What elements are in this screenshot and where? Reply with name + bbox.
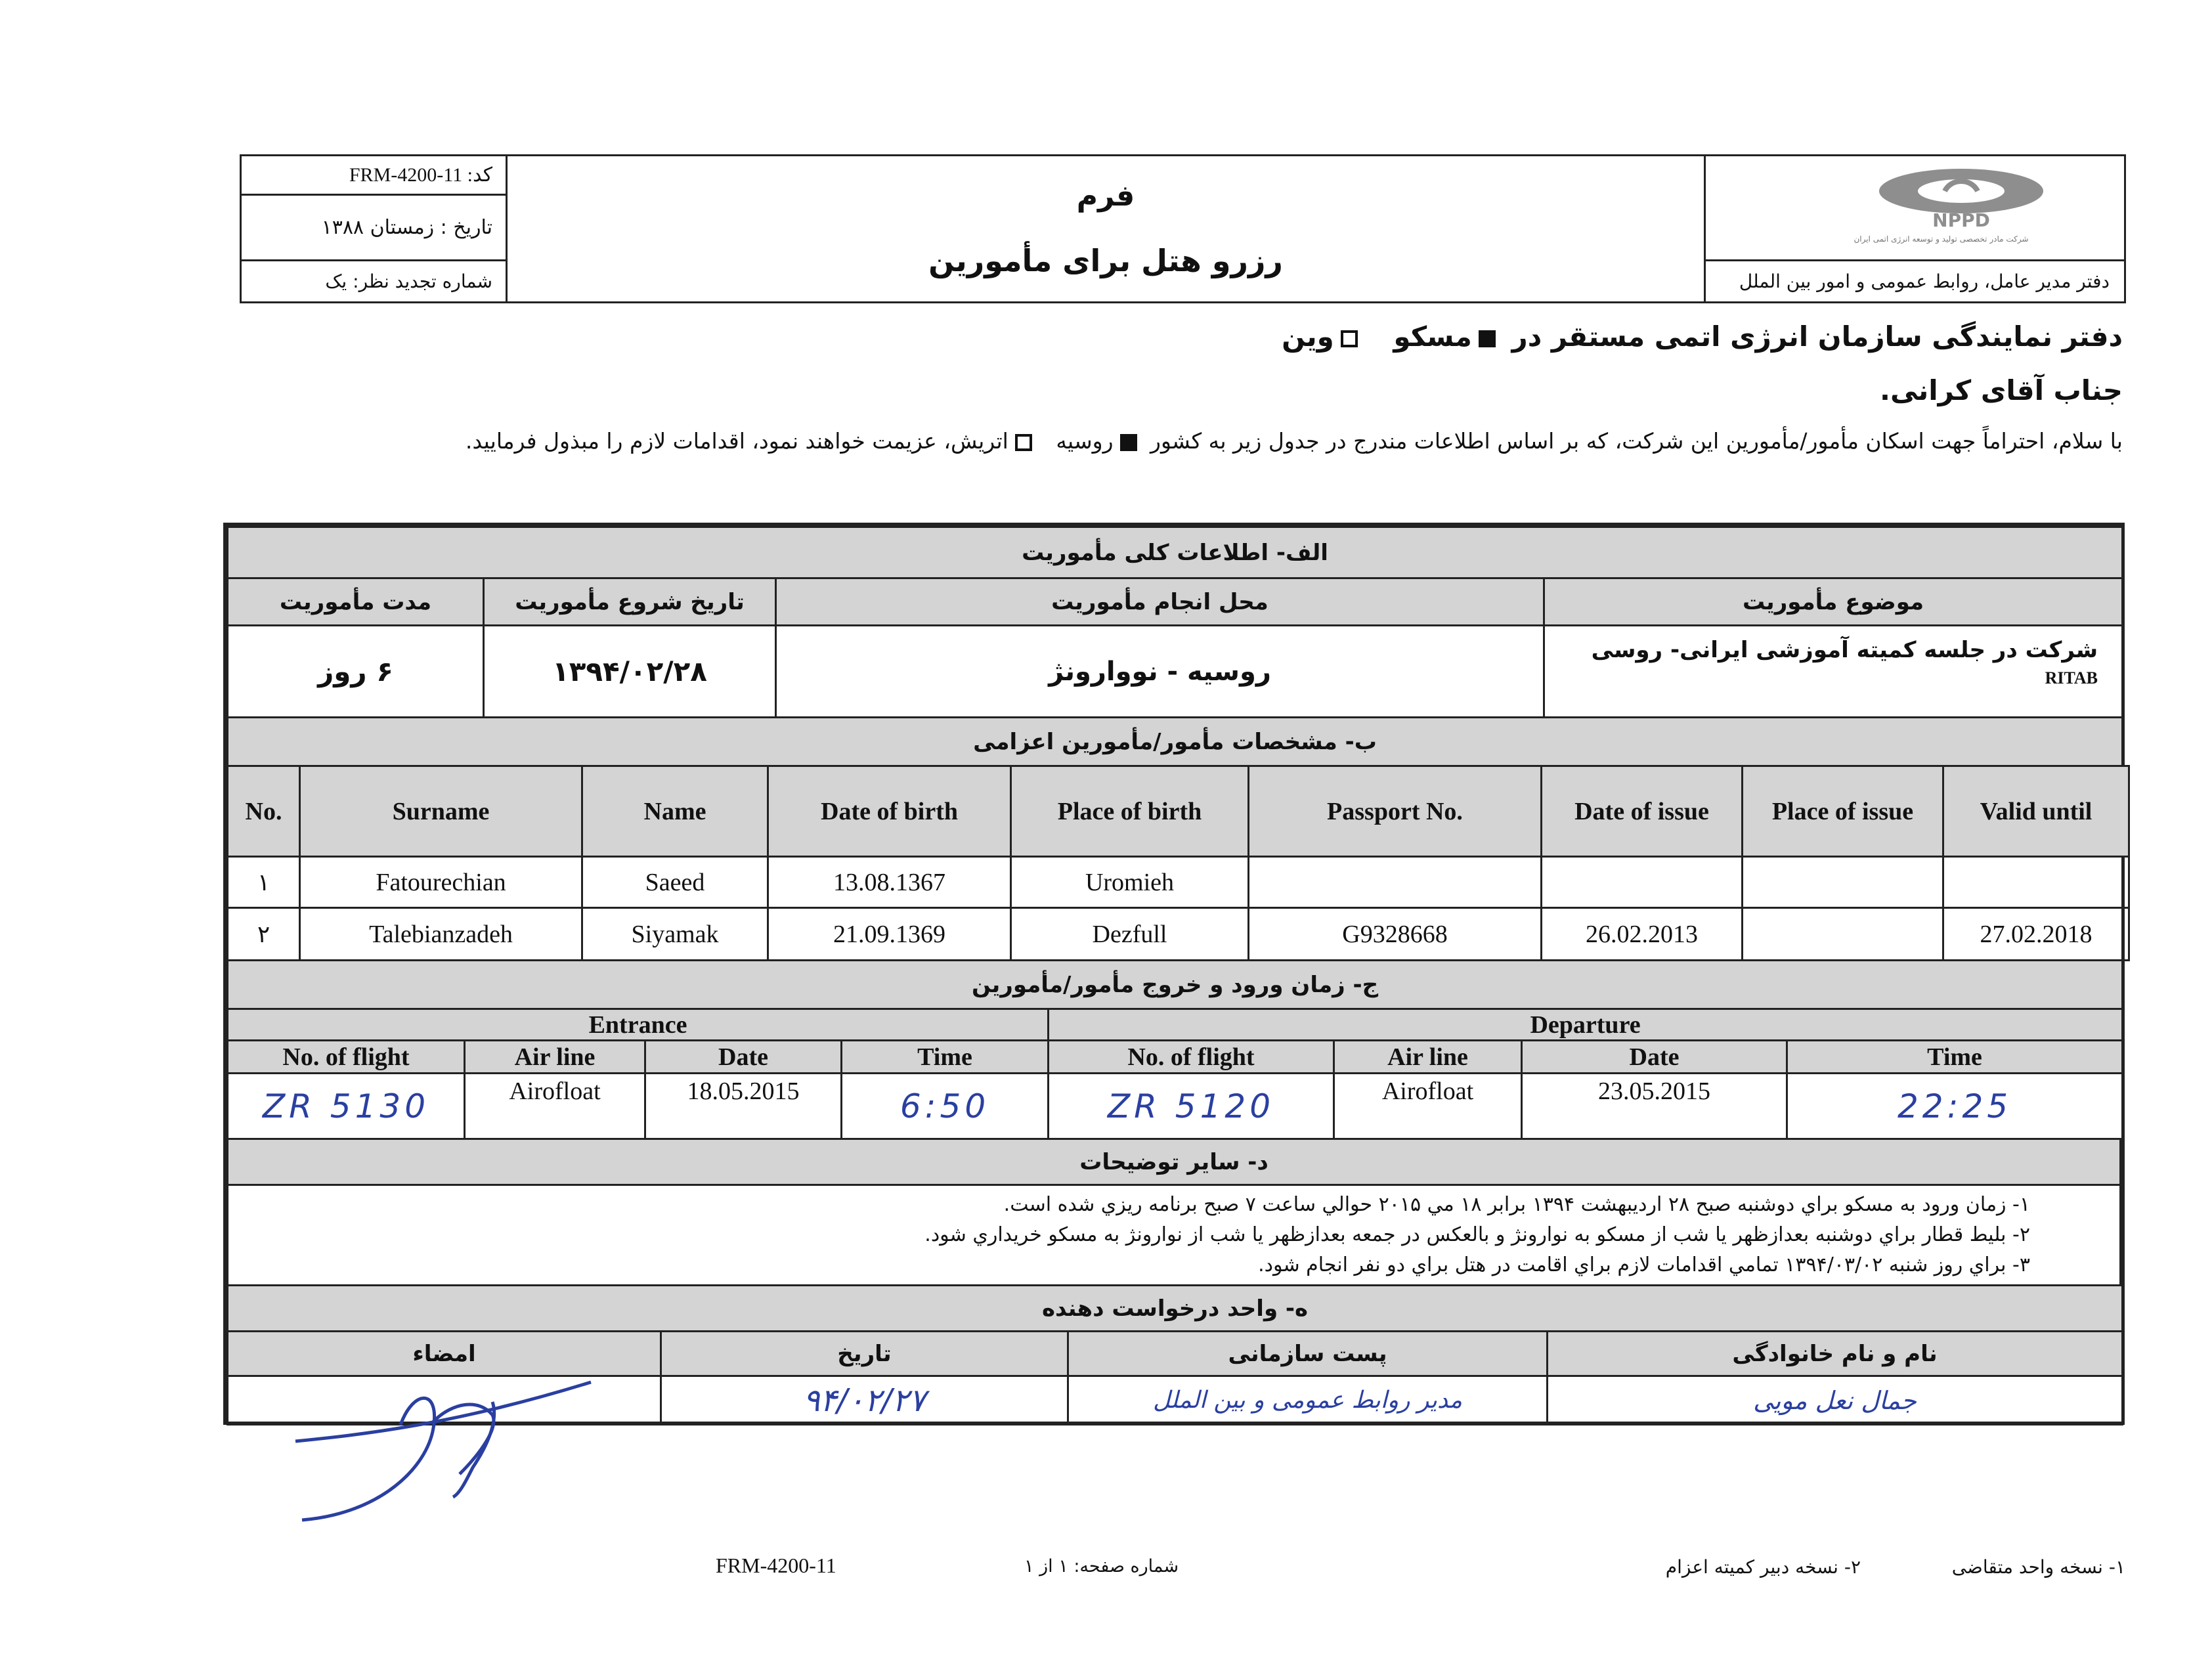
row-2-passport-no: G9328668 [1249,908,1542,961]
note-item-2: ٢- بليط قطار براي دوشنبه بعدازظهر يا شب از مسكو به نوارونژ و بالعكس در جمعه بعدازظهر يا شب از نوارونژ به مسكو خريداري شود. [924,1223,2030,1246]
footer-copy-2: ٢- نسخه دبیر کمیته اعزام [1665,1556,1861,1578]
requester-position: مدیر روابط عمومی و بین الملل [1068,1376,1548,1425]
entrance-date: 18.05.2015 [645,1074,842,1139]
nppd-logo [1731,162,2099,254]
form-code: کد: FRM-4200-11 [241,156,507,195]
row-2-place-of-issue [1743,908,1943,961]
footer-form-code: FRM-4200-11 [716,1554,836,1577]
col-place-of-birth: Place of birth [1011,766,1249,857]
section-a [227,526,2123,767]
departure-header: Departure [1049,1009,2123,1041]
russia-label: روسیه [1056,428,1114,454]
vienna-checkbox[interactable] [1341,330,1358,347]
mission-subject-text: شرکت در جلسه کمیته آموزشی ایرانی- روسی [1591,637,2098,663]
footer-page-number: شماره صفحه: ١ از ١ [1024,1556,1179,1577]
form-title: رزرو هتل برای مأمورین [928,243,1283,278]
row-1-name: Saeed [582,857,768,908]
row-2-date-of-birth: 21.09.1369 [768,908,1011,961]
note-item-3: ٣- براي روز شنبه ١٣٩۴/٠٣/٠٢ تمامي اقدامات لازم براي اقامت در هتل براي دو نفر انجام شود. [1258,1253,2030,1276]
form-revision: شماره تجدید نظر: یک [241,261,507,303]
intro-body-part2: ، عزیمت خواهند نمود، اقدامات لازم را مبذول فرمایید. [465,428,951,454]
col-signature: امضاء [228,1332,661,1376]
addressee: جناب آقای کرانی. [1880,374,2123,406]
row-2-no: ٢ [228,908,300,961]
persons-header-row [228,766,2129,857]
departure-airline: Airofloat [1334,1074,1522,1139]
request-date: ۹۴/۰۲/۲۷ [661,1376,1068,1425]
row-1-passport-no [1249,857,1542,908]
table-row [228,857,2129,908]
main-form [223,523,2125,1425]
row-1-valid-until [1943,857,2129,908]
form-word: فرم [1076,179,1135,213]
mission-location: روسیه - نووارونژ [776,626,1544,718]
section-d-title: د- سایر توضیحات [228,1139,2121,1185]
note-item-1: ١- زمان ورود به مسكو براي دوشنبه صبح ٢٨ ارديبهشت ١٣٩۴ برابر ١٨ مي ٢٠١۵ حوالي ساعت ٧ صبح برنامه ريزي شده است. [1003,1193,2030,1216]
col-date-of-birth: Date of birth [768,766,1011,857]
col-start-date: تاریخ شروع مأموریت [484,578,776,626]
row-2-place-of-birth: Dezfull [1011,908,1249,961]
austria-label: اتریش [951,428,1008,454]
signature-scribble [282,1362,597,1527]
mission-subject [1544,626,2123,718]
header-box [240,154,2126,303]
departure-time: 22:25 [1787,1074,2123,1139]
department: دفتر مدیر عامل، روابط عمومی و امور بین الملل [1705,261,2125,303]
logo-subtitle: شرکت مادر تخصصی تولید و توسعه انرژی اتمی ایران [1854,234,2029,244]
section-c [227,959,2123,1140]
austria-checkbox[interactable] [1015,434,1032,451]
col-duration: مدت مأموریت [228,578,484,626]
logo-text: NPPD [1932,209,1990,228]
row-2-surname: Talebianzadeh [300,908,582,961]
office-line [1282,320,2123,353]
col-passport-no: Passport No. [1249,766,1542,857]
col-departure-flight: No. of flight [1049,1041,1334,1074]
entrance-flight-no: ZR 5130 [228,1074,465,1139]
section-b-title: ب- مشخصات مأمور/مأمورین اعزامی [228,718,2123,766]
col-location: محل انجام مأموریت [776,578,1544,626]
intro-body-part1: با سلام، احتراماً جهت اسکان مأمور/مأمورین این شرکت، که بر اساس اطلاعات مندرج در جدول زیر به کشور [1150,428,2123,454]
table-row [228,908,2129,961]
col-departure-time: Time [1787,1041,2123,1074]
section-c-title: ج- زمان ورود و خروج مأمور/مأمورین [228,961,2123,1009]
notes-cell [228,1185,2121,1286]
row-2-name: Siyamak [582,908,768,961]
row-2-valid-until: 27.02.2018 [1943,908,2129,961]
vienna-label: وین [1282,320,1334,353]
col-entrance-flight: No. of flight [228,1041,465,1074]
flights-row [228,1074,2123,1139]
moscow-checkbox[interactable] [1479,330,1496,347]
section-e-title: ه- واحد درخواست دهنده [228,1286,2123,1332]
section-d [227,1138,2121,1286]
mission-subject-tag: RITAB [2045,668,2098,687]
col-entrance-airline: Air line [465,1041,645,1074]
col-place-of-issue: Place of issue [1743,766,1943,857]
col-entrance-date: Date [645,1041,842,1074]
entrance-airline: Airofloat [465,1074,645,1139]
departure-flight-no: ZR 5120 [1049,1074,1334,1139]
col-no: No. [228,766,300,857]
mission-start-date: ۱۳۹۴/۰۲/۲۸ [484,626,776,718]
col-entrance-time: Time [842,1041,1049,1074]
footer-copy-1: ١- نسخه واحد متقاضی [1951,1556,2125,1578]
mission-duration: ۶ روز [228,626,484,718]
col-subject: موضوع مأموریت [1544,578,2123,626]
row-1-no: ١ [228,857,300,908]
office-line-prefix: دفتر نمایندگی سازمان انرژی اتمی مستقر در [1511,320,2123,353]
col-date: تاریخ [661,1332,1068,1376]
row-1-surname: Fatourechian [300,857,582,908]
requester-name: جمال نعل مویی [1548,1376,2123,1425]
col-departure-airline: Air line [1334,1041,1522,1074]
moscow-label: مسکو [1393,320,1472,353]
row-1-place-of-issue [1743,857,1943,908]
departure-date: 23.05.2015 [1522,1074,1787,1139]
section-a-title: الف- اطلاعات کلی مأموریت [228,527,2123,578]
row-1-date-of-birth: 13.08.1367 [768,857,1011,908]
nppd-logo-icon [1873,165,2050,228]
intro-body [466,428,2123,454]
form-date: تاریخ : زمستان ۱۳۸۸ [241,195,507,261]
col-position: پست سازمانی [1068,1332,1548,1376]
russia-checkbox[interactable] [1120,434,1137,451]
entrance-header: Entrance [228,1009,1049,1041]
entrance-time: 6:50 [842,1074,1049,1139]
col-full-name: نام و نام خانوادگی [1548,1332,2123,1376]
col-surname: Surname [300,766,582,857]
col-valid-until: Valid until [1943,766,2129,857]
form-title-cell [507,156,1705,303]
row-1-place-of-birth: Uromieh [1011,857,1249,908]
col-date-of-issue: Date of issue [1542,766,1743,857]
col-departure-date: Date [1522,1041,1787,1074]
row-2-date-of-issue: 26.02.2013 [1542,908,1743,961]
col-name: Name [582,766,768,857]
logo-cell [1705,156,2125,261]
section-b [227,765,2130,961]
row-1-date-of-issue [1542,857,1743,908]
